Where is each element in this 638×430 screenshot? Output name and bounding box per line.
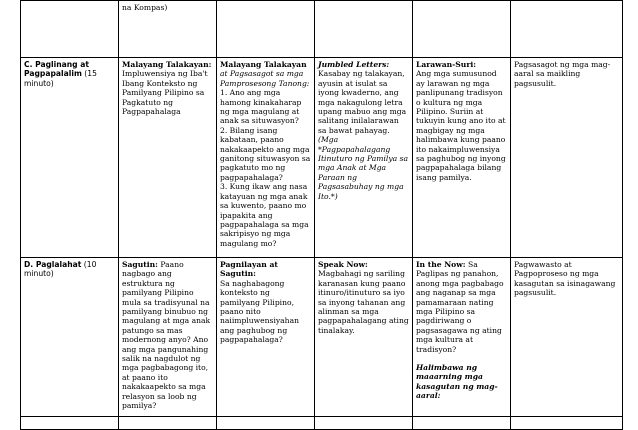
cell-body: Kasabay ng talakayan, ayusin at isulat sa iyong kwaderno, ang mga nakagulong letra upang mabuo ang mga salitang inilalarawan sa bawat pahayag. bbox=[318, 69, 407, 135]
table-row-next bbox=[21, 417, 623, 430]
cell-example-heading: Halimbawa ng maaarning mga kasagutan ng mag-aaral: bbox=[416, 363, 498, 401]
cell-title: Sagutin: bbox=[122, 260, 158, 269]
cell-title: Jumbled Letters: bbox=[318, 60, 390, 69]
cell-title: In the Now: bbox=[416, 260, 466, 269]
cell-note: (Mga *Pagpapahalagang Itinuturo ng Pamilya sa mga Anak at Mga Paraan ng Pagsasabuhay ng mga Ito.*) bbox=[318, 135, 408, 201]
cell-jumbled-letters bbox=[315, 58, 413, 258]
cell-empty bbox=[217, 417, 315, 430]
question-item-2: 2. Bilang isang kabataan, paano nakakaapekto ang mga ganitong situwasyon sa pagkatuto mo ng pagpapahalaga? bbox=[220, 125, 311, 182]
cell-title: Speak Now: bbox=[318, 260, 368, 269]
cell-larawan-suri bbox=[413, 58, 511, 258]
table-row-paglalahat bbox=[21, 258, 623, 417]
cell-pamprosesong-tanong bbox=[217, 58, 315, 258]
row-label-paglinang bbox=[21, 58, 119, 258]
cell-pagsasagot: Pagsasagot ng mga mag-aaral sa maikling pagsusulit. bbox=[511, 58, 623, 258]
cell-in-the-now bbox=[413, 258, 511, 417]
cell-continuation-text: na Kompas) bbox=[119, 1, 217, 58]
cell-body: Sa naghabagong konteksto ng pamilyang Pilipino, paano nito naiimpluwensiyahan ang paghubog ng pagpapahalaga? bbox=[220, 278, 299, 345]
row-label-bold: D. Paglalahat bbox=[24, 260, 82, 269]
cell-pagwawasto: Pagwawasto at Pagpoproseso ng mga kasagutan sa isinagawang pagsusulit. bbox=[511, 258, 623, 417]
cell-title: Larawan-Suri: bbox=[416, 60, 477, 69]
cell-body: Impluwensiya ng Iba't Ibang Konteksto ng Pamilyang Pilipino sa Pagkatuto ng Pagpapahalaga bbox=[122, 69, 208, 117]
cell-body: Paano nagbago ang estruktura ng pamilyang Pilipino mula sa tradisyunal na pamilyang binubuo ng magulang at mga anak patungo sa mas modernong anyo? Ano ang mga pangunahing salik na nagdulot ng mga pagbabagong ito, at paano ito nakakaapekto sa mga relasyon sa loob ng pamilya? bbox=[122, 260, 211, 411]
row-label-paglalahat bbox=[21, 258, 119, 417]
cell-body: Ang mga sumusunod ay larawan ng mga panlipunang tradisyon o kultura ng mga Pilipino. Suriin at tukuyin kung ano ito at magbigay ng mga halimbawa kung paano ito nakaimpluwensiya sa paghubog ng inyong pagpapahalaga bilang isang pamilya. bbox=[416, 69, 506, 182]
cell-title: Malayang Talakayan bbox=[220, 60, 307, 69]
cell-empty bbox=[413, 417, 511, 430]
row-label-bold: C. Paglinang at Pagpapalalim bbox=[24, 60, 89, 79]
cell-empty bbox=[21, 1, 119, 58]
cell-empty bbox=[413, 1, 511, 58]
cell-empty bbox=[119, 417, 217, 430]
cell-title: Pagnilayan at Sagutin: bbox=[220, 260, 278, 279]
cell-malayang-talakayan bbox=[119, 58, 217, 258]
cell-title: Malayang Talakayan: bbox=[122, 60, 212, 69]
cell-empty bbox=[511, 417, 623, 430]
cell-speak-now bbox=[315, 258, 413, 417]
cell-empty bbox=[511, 1, 623, 58]
question-item-1: 1. Ano ang mga hamong kinakaharap ng mga magulang at anak sa situwasyon? bbox=[220, 88, 302, 126]
lesson-plan-table bbox=[20, 0, 623, 430]
cell-title-italic: at Pagsasagot sa mga Pamprosesong Tanong: bbox=[220, 69, 310, 88]
cell-empty bbox=[217, 1, 315, 58]
cell-body: Magbahagi ng sariling karanasan kung paano itinuro/itinuturo sa iyo sa inyong tahanan ang alinman sa mga pagpapahalagang ating tinalakay. bbox=[318, 269, 409, 335]
cell-empty bbox=[315, 1, 413, 58]
row-label-duration: (15 minuto) bbox=[24, 69, 97, 88]
table-row-continuation bbox=[21, 1, 623, 58]
row-label-duration: (10 minuto) bbox=[24, 260, 97, 279]
spacer bbox=[416, 354, 507, 363]
cell-body: Sa Paglipas ng panahon, anong mga pagbabago ang naganap sa mga pamamaraan nating mga Pilipino sa pagdiriwang o pagsasagawa ng ating mga kultura at tradisyon? bbox=[416, 260, 504, 354]
question-item-3: 3. Kung ikaw ang nasa katayuan ng mga anak sa kuwento, paano mo ipapakita ang pagpapahalaga sa mga sakripisyo ng mga magulang mo? bbox=[220, 182, 309, 248]
cell-empty bbox=[21, 417, 119, 430]
table-row-paglinang bbox=[21, 58, 623, 258]
cell-empty bbox=[315, 417, 413, 430]
cell-sagutin bbox=[119, 258, 217, 417]
cell-pagnilayan bbox=[217, 258, 315, 417]
